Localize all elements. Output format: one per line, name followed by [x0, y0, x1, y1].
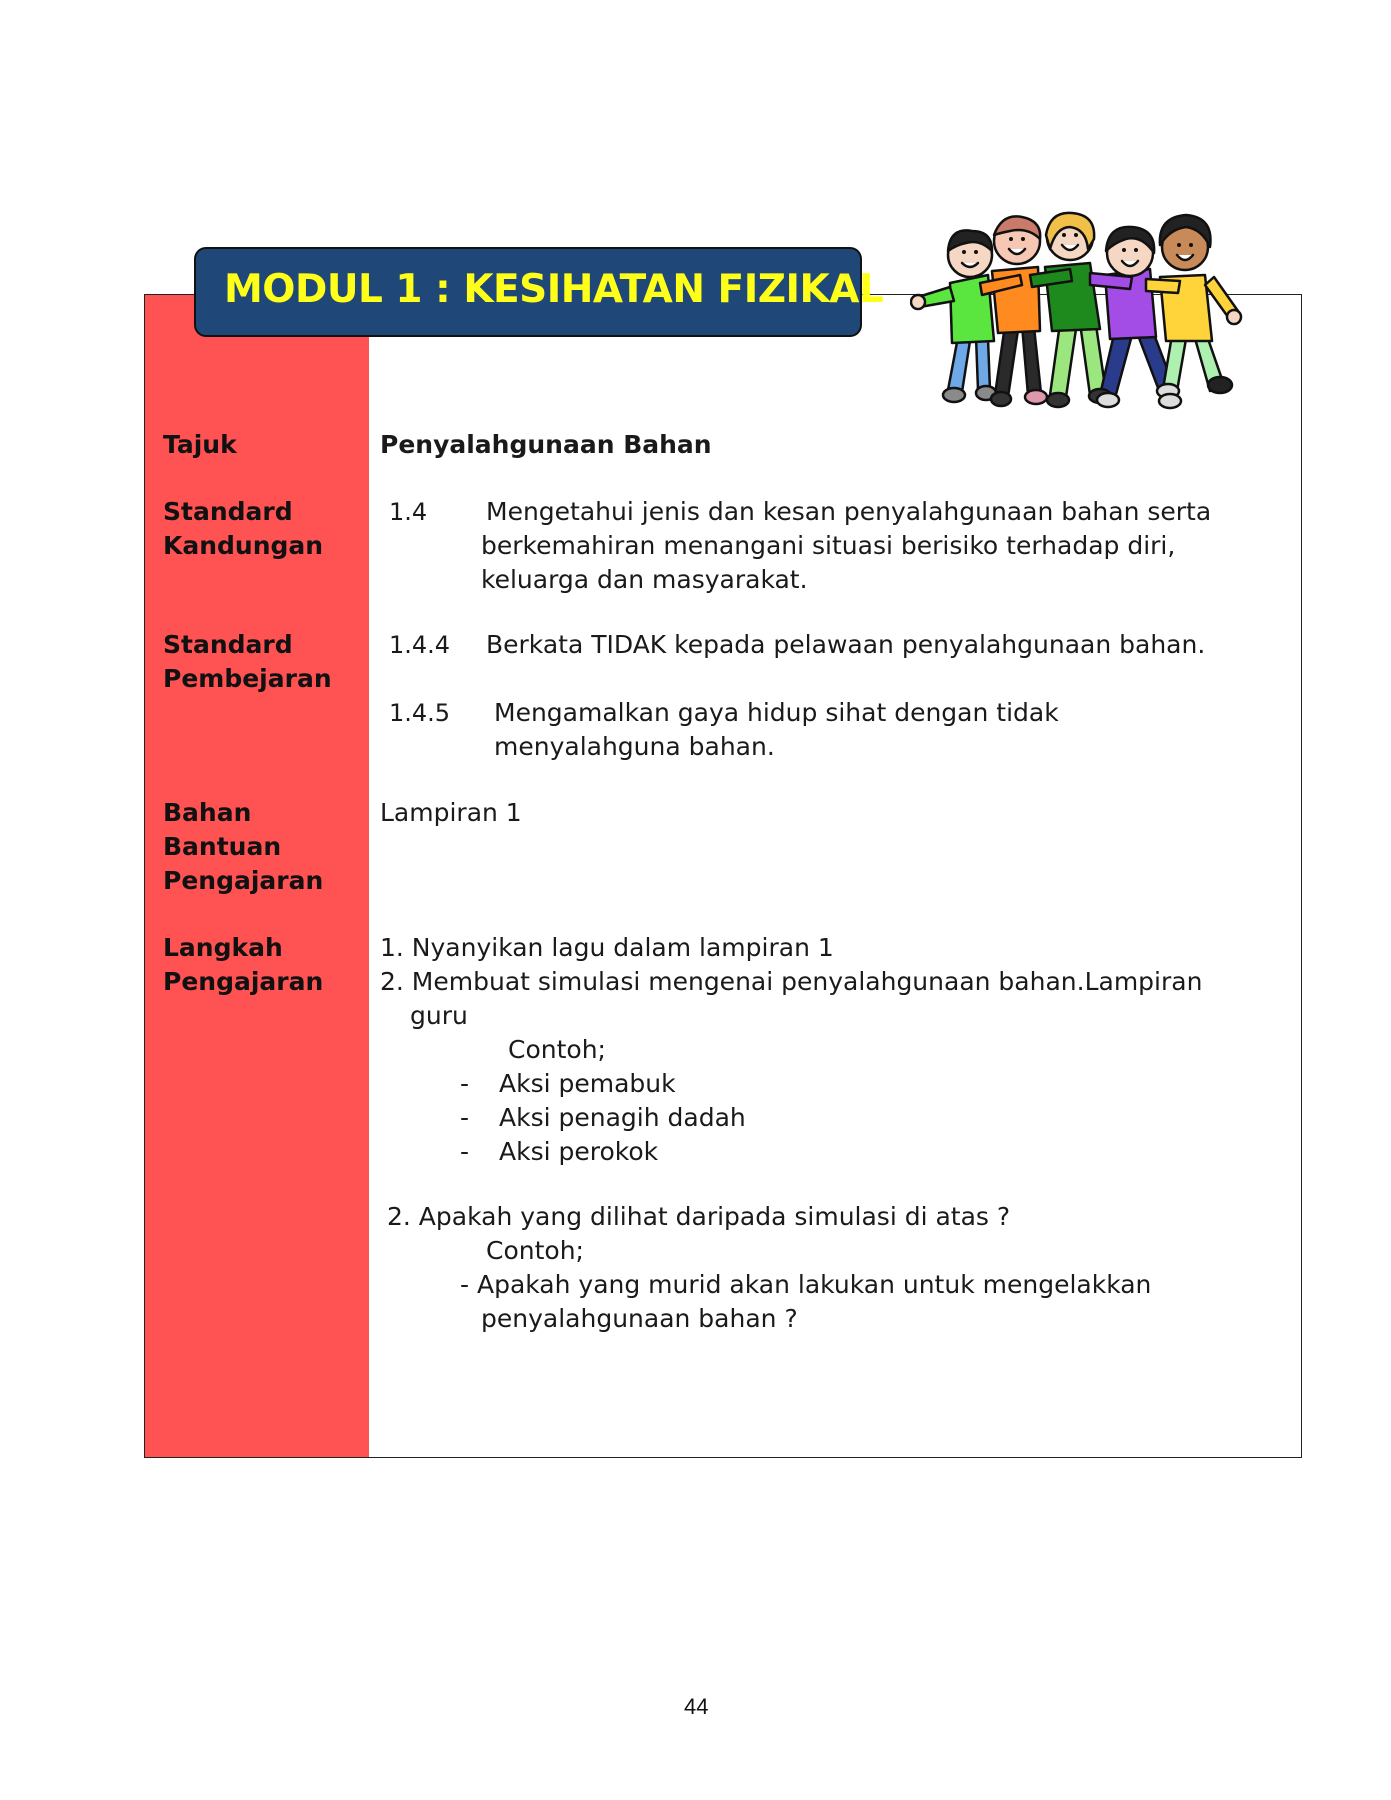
bullet-dash: -	[460, 1069, 470, 1098]
page-number: 44	[684, 1694, 709, 1719]
standard-kandungan-number: 1.4	[389, 498, 428, 526]
module-banner	[194, 247, 884, 337]
example-item: Aksi perokok	[499, 1137, 659, 1166]
contoh-label-1: Contoh;	[508, 1035, 606, 1064]
bullet-dash: -	[460, 1103, 470, 1132]
group-of-children-icon	[910, 205, 1270, 420]
sp-item-1-text: Berkata TIDAK kepada pelawaan penyalahgunaan bahan.	[486, 630, 1206, 659]
bahan-bantuan-value: Lampiran 1	[380, 798, 522, 827]
label-standard-kandungan: Standard Kandungan	[163, 497, 324, 560]
contoh-label-2: Contoh;	[486, 1236, 584, 1265]
sp-item-2-line-2: menyalahguna bahan.	[494, 732, 775, 761]
langkah-step-1: 1. Nyanyikan lagu dalam lampiran 1	[380, 933, 834, 962]
sp-item-2-number: 1.4.5	[389, 699, 451, 727]
standard-kandungan-line-3: keluarga dan masyarakat.	[481, 565, 808, 594]
label-bahan-bantuan: Bahan Bantuan Pengajaran	[163, 798, 324, 895]
bullet-dash: -	[460, 1137, 470, 1166]
label-tajuk: Tajuk	[163, 430, 237, 459]
tajuk-value: Penyalahgunaan Bahan	[380, 430, 712, 459]
langkah-step-3: 2. Apakah yang dilihat daripada simulasi di atas ?	[387, 1202, 1011, 1231]
langkah-step-2-line-2: guru	[410, 1001, 468, 1030]
example-item: Aksi penagih dadah	[499, 1103, 746, 1132]
example-item: Aksi pemabuk	[499, 1069, 676, 1098]
sp-item-2-line-1: Mengamalkan gaya hidup sihat dengan tidak	[494, 698, 1059, 727]
sp-item-1-number: 1.4.4	[389, 631, 451, 659]
label-standard-pembelajaran: Standard Pembejaran	[163, 630, 332, 693]
question-line-2: penyalahgunaan bahan ?	[481, 1304, 798, 1333]
standard-kandungan-line-1: Mengetahui jenis dan kesan penyalahgunaan bahan serta	[486, 497, 1212, 526]
question-line-1: - Apakah yang murid akan lakukan untuk mengelakkan	[460, 1270, 1152, 1299]
module-title: MODUL 1 : KESIHATAN FIZIKAL	[224, 267, 884, 312]
langkah-step-2-line-1: 2. Membuat simulasi mengenai penyalahgunaan bahan.Lampiran	[380, 967, 1203, 996]
label-langkah-pengajaran: Langkah Pengajaran	[163, 933, 324, 996]
standard-kandungan-line-2: berkemahiran menangani situasi berisiko terhadap diri,	[481, 531, 1176, 560]
